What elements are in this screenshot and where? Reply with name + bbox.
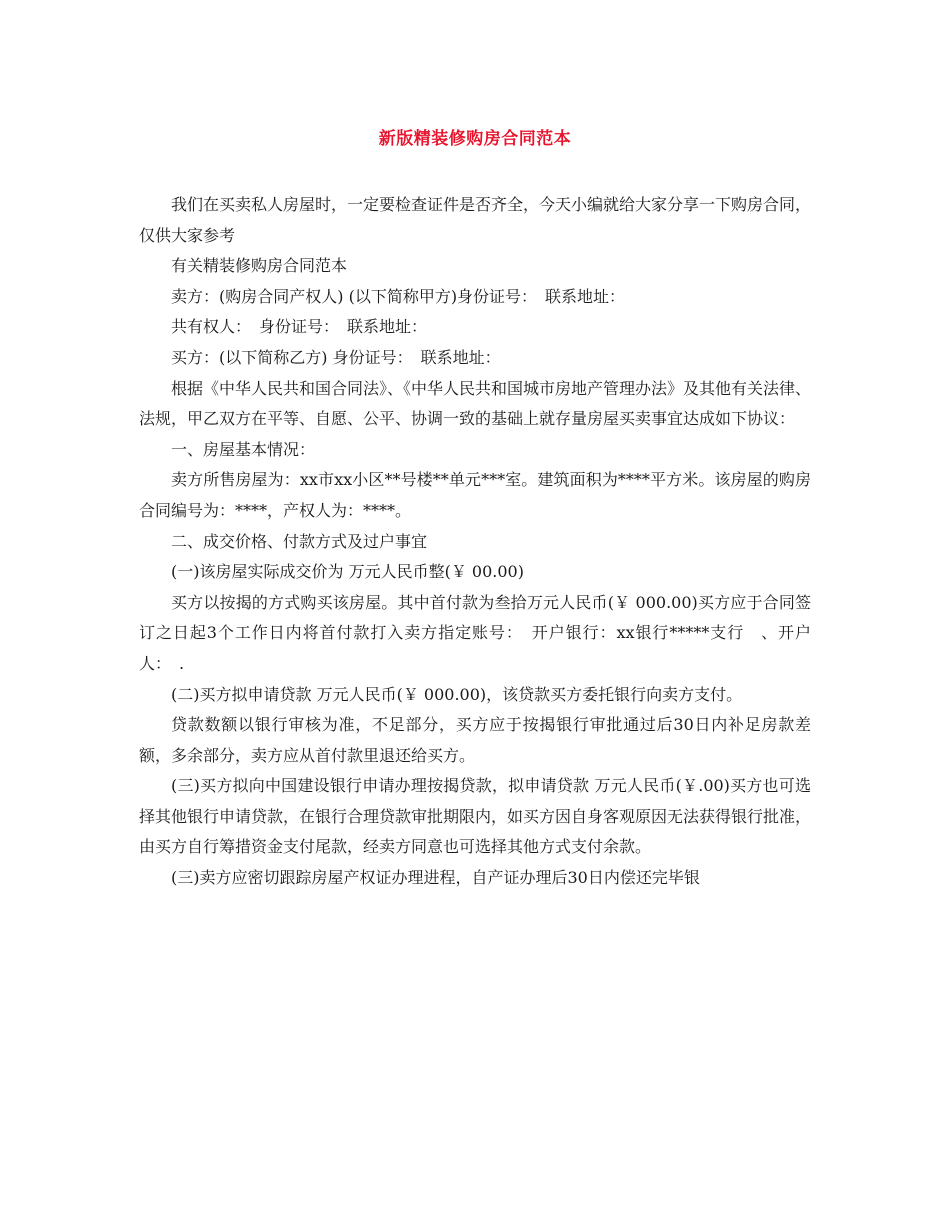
paragraph-heading: 有关精装修购房合同范本 <box>171 256 348 276</box>
paragraph-co-owner: 共有权人： 身份证号： 联系地址： <box>171 317 428 337</box>
paragraph-loan-amount: 贷款数额以银行审核为准，不足部分，买方应于按揭银行审批通过后30日内补足房款差额，多余部分，卖方应从首付款里退还给买方。 <box>139 715 811 765</box>
paragraph-seller: 卖方：(购房合同产权人) (以下简称甲方)身份证号： 联系地址： <box>171 286 626 306</box>
paragraph-intro: 我们在买卖私人房屋时，一定要检查证件是否齐全，今天小编就给大家分享一下购房合同，仅供大家参考 <box>139 195 812 245</box>
paragraph-mortgage: (三)买方拟向中国建设银行申请办理按揭贷款，拟申请贷款 万元人民币(￥.00)买方也可选择其他银行申请贷款，在银行合理贷款审批期限内，如买方因自身客观原因无法获得银行批准，由买方自行筹措资金支付尾款，经卖方同意也可选择其他方式支付余款。 <box>139 776 812 857</box>
paragraph-loan: (二)买方拟申请贷款 万元人民币(￥ 000.00)，该贷款买方委托银行向卖方支付。 <box>171 684 743 704</box>
paragraph-house-info: 卖方所售房屋为：xx市xx小区**号楼**单元***室。建筑面积为****平方米。该房屋的购房合同编号为：****，产权人为：****。 <box>139 470 811 520</box>
paragraph-title-deed: (三)卖方应密切跟踪房屋产权证办理进程，自产证办理后30日内偿还完毕银 <box>171 868 700 888</box>
document-title: 新版精装修购房合同范本 <box>378 129 572 149</box>
paragraph-section-1: 一、房屋基本情况： <box>171 439 316 459</box>
document-body <box>139 190 811 894</box>
paragraph-price: (一)该房屋实际成交价为 万元人民币整(￥ 00.00) <box>171 562 524 582</box>
paragraph-section-2: 二、成交价格、付款方式及过户事宜 <box>171 531 428 551</box>
paragraph-down-payment: 买方以按揭的方式购买该房屋。其中首付款为叁拾万元人民币(￥ 000.00)买方应于合同签订之日起3个工作日内将首付款打入卖方指定账号： 开户银行：xx银行*****支行 、开户人： . <box>139 592 811 673</box>
paragraph-buyer: 买方：(以下简称乙方) 身份证号： 联系地址： <box>171 347 501 367</box>
paragraph-basis: 根据《中华人民共和国合同法》、《中华人民共和国城市房地产管理办法》及其他有关法律、法规，甲乙双方在平等、自愿、公平、协调一致的基础上就存量房屋买卖事宜达成如下协议： <box>139 378 812 429</box>
